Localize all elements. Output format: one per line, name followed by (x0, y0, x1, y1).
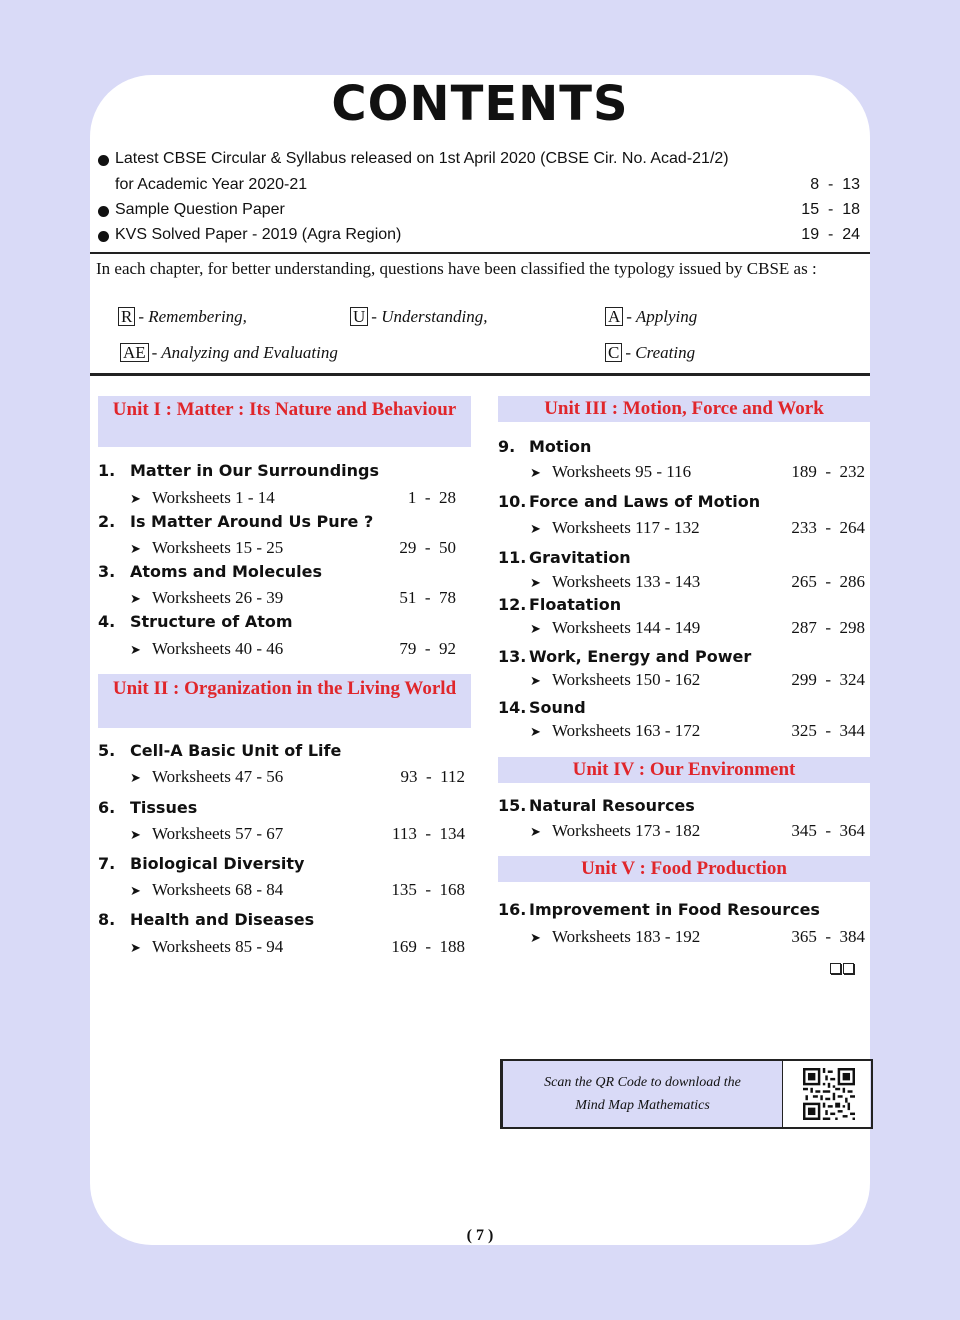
arrow-icon: ➤ (130, 642, 141, 657)
worksheet-range: ➤ Worksheets 15 - 25 (130, 538, 284, 557)
page-range: 189 - 232 (791, 462, 865, 481)
page-range: 93 - 112 (400, 767, 465, 786)
typology-text: In each chapter, for better understanding, questions have been classified the typology issued by CBSE as : (96, 259, 817, 278)
typology-code: R - Remembering, (118, 307, 247, 327)
worksheet-range: ➤ Worksheets 26 - 39 (130, 588, 284, 607)
chapter-title: 2. Is Matter Around Us Pure ? (98, 512, 374, 531)
page-range: 29 - 50 (399, 538, 456, 557)
typology-code: AE - Analyzing and Evaluating (120, 343, 338, 363)
chapter-title: 12. Floatation (498, 595, 622, 614)
unit-heading: Unit IV : Our Environment (498, 757, 870, 783)
arrow-icon: ➤ (130, 591, 141, 606)
chapter-title: 10. Force and Laws of Motion (498, 492, 761, 511)
chapter-title: 11. Gravitation (498, 548, 631, 567)
worksheet-range: ➤ Worksheets 163 - 172 (530, 721, 701, 740)
page-range: 325 - 344 (791, 721, 865, 740)
page-range: 287 - 298 (791, 618, 865, 637)
page-range: 169 - 188 (391, 937, 465, 956)
divider (90, 252, 870, 254)
page-range: 345 - 364 (791, 821, 865, 840)
divider (90, 373, 870, 376)
worksheet-range: ➤ Worksheets 40 - 46 (130, 639, 284, 658)
end-mark-icon (830, 962, 856, 978)
qr-caption: Scan the QR Code to download the Mind Map Mathematics (503, 1061, 783, 1127)
arrow-icon: ➤ (530, 724, 541, 739)
arrow-icon: ➤ (530, 521, 541, 536)
arrow-icon: ➤ (130, 770, 141, 785)
chapter-title: 13. Work, Energy and Power (498, 647, 752, 666)
arrow-icon: ➤ (530, 824, 541, 839)
worksheet-range: ➤ Worksheets 117 - 132 (530, 518, 700, 537)
arrow-icon: ➤ (530, 673, 541, 688)
bullet-icon (98, 231, 109, 242)
worksheet-range: ➤ Worksheets 85 - 94 (130, 937, 284, 956)
worksheet-range: ➤ Worksheets 68 - 84 (130, 880, 284, 899)
worksheet-range: ➤ Worksheets 133 - 143 (530, 572, 701, 591)
worksheet-range: ➤ Worksheets 57 - 67 (130, 824, 284, 843)
page-range: 79 - 92 (399, 639, 456, 658)
page-title: CONTENTS (331, 76, 629, 132)
arrow-icon: ➤ (130, 883, 141, 898)
chapter-title: 16. Improvement in Food Resources (498, 900, 820, 919)
worksheet-range: ➤ Worksheets 150 - 162 (530, 670, 701, 689)
chapter-title: 4. Structure of Atom (98, 612, 293, 631)
worksheet-range: ➤ Worksheets 1 - 14 (130, 488, 275, 507)
worksheet-range: ➤ Worksheets 144 - 149 (530, 618, 701, 637)
page-range: 51 - 78 (399, 588, 456, 607)
intro-item: Sample Question Paper 15 - 18 (98, 201, 864, 223)
arrow-icon: ➤ (530, 465, 541, 480)
chapter-title: 7. Biological Diversity (98, 854, 305, 873)
arrow-icon: ➤ (130, 827, 141, 842)
chapter-title: 14. Sound (498, 698, 586, 717)
intro-item: KVS Solved Paper - 2019 (Agra Region) 19 - 24 (98, 226, 864, 248)
chapter-title: 15. Natural Resources (498, 796, 695, 815)
intro-item: Latest CBSE Circular & Syllabus released on 1st April 2020 (CBSE Cir. No. Acad-21/2) (98, 150, 864, 172)
unit-heading: Unit III : Motion, Force and Work (498, 396, 870, 422)
page-range: 113 - 134 (391, 824, 465, 843)
page-range: 135 - 168 (391, 880, 465, 899)
worksheet-range: ➤ Worksheets 173 - 182 (530, 821, 701, 840)
bullet-icon (98, 206, 109, 217)
qr-code-icon[interactable] (803, 1068, 855, 1120)
intro-item: for Academic Year 2020-21 8 - 13 (115, 176, 860, 193)
bullet-icon (98, 155, 109, 166)
page-range: 265 - 286 (791, 572, 865, 591)
chapter-title: 9. Motion (498, 437, 592, 456)
typology-code: A - Applying (605, 307, 697, 327)
chapter-title: 5. Cell-A Basic Unit of Life (98, 741, 342, 760)
arrow-icon: ➤ (530, 575, 541, 590)
worksheet-range: ➤ Worksheets 95 - 116 (530, 462, 692, 481)
typology-code: C - Creating (605, 343, 695, 363)
page-range: 233 - 264 (791, 518, 865, 537)
page-range: 299 - 324 (791, 670, 865, 689)
chapter-title: 6. Tissues (98, 798, 198, 817)
unit-heading: Unit II : Organization in the Living World (98, 674, 471, 728)
arrow-icon: ➤ (130, 491, 141, 506)
arrow-icon: ➤ (530, 621, 541, 636)
unit-heading: Unit I : Matter : Its Nature and Behaviour (98, 396, 471, 447)
chapter-title: 1. Matter in Our Surroundings (98, 461, 379, 480)
qr-banner[interactable] (500, 1059, 873, 1129)
page-range: 365 - 384 (791, 927, 865, 946)
chapter-title: 8. Health and Diseases (98, 910, 315, 929)
worksheet-range: ➤ Worksheets 47 - 56 (130, 767, 284, 786)
arrow-icon: ➤ (130, 940, 141, 955)
page-number: ( 7 ) (466, 1227, 494, 1244)
chapter-title: 3. Atoms and Molecules (98, 562, 322, 581)
typology-code: U - Understanding, (350, 307, 487, 327)
page-range: 1 - 28 (407, 488, 456, 507)
unit-heading: Unit V : Food Production (498, 856, 870, 882)
worksheet-range: ➤ Worksheets 183 - 192 (530, 927, 701, 946)
arrow-icon: ➤ (130, 541, 141, 556)
arrow-icon: ➤ (530, 930, 541, 945)
